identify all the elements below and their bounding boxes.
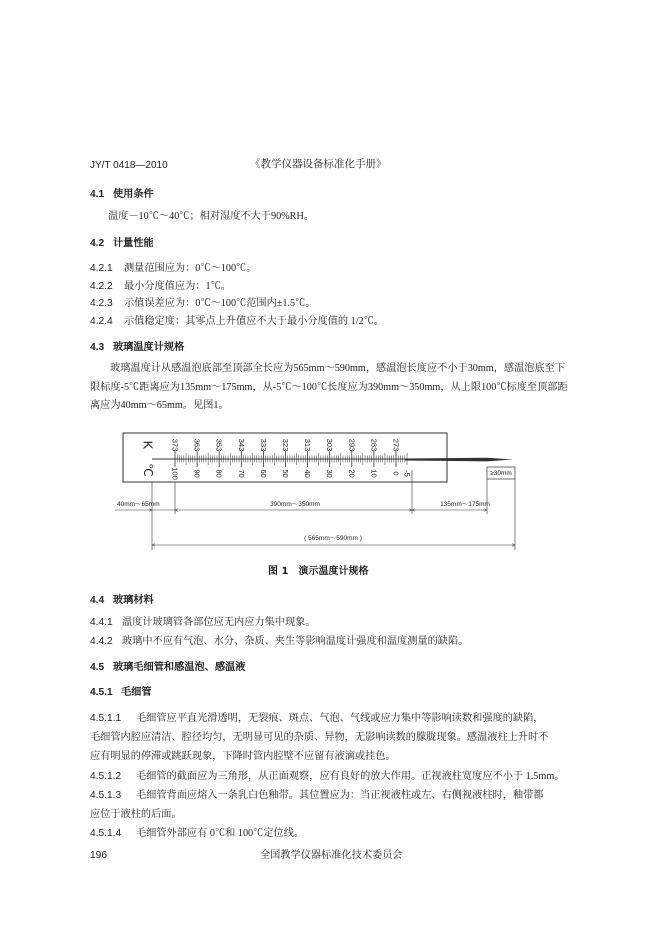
dim-label-total: ( 565mm～590mm )	[304, 535, 362, 542]
clause-number: 4.5.1.3	[90, 790, 122, 801]
kelvin-scale-label: 343	[236, 438, 246, 452]
kelvin-scale-label: 293	[347, 438, 357, 452]
section-number: 4.5.1	[90, 687, 113, 698]
page-number: 196	[90, 850, 107, 861]
kelvin-scale-label: 333	[258, 438, 268, 452]
figure-caption	[268, 566, 368, 578]
clause-4-4-1	[90, 617, 316, 629]
clause-text: 毛细管的截面应为三角形，从正面观察，应有良好的放大作用。正视液柱宽度应不小于 1.5mm。	[136, 771, 565, 782]
subsection-heading-4-5-1	[90, 687, 152, 699]
clause-continuation: 毛细管内腔应清洁、腔径均匀，无明显可见的杂质、异物，无影响读数的朦胧现象。感温液柱上升时不	[90, 732, 549, 743]
clause-number: 4.2.4	[90, 316, 113, 327]
section-number: 4.1	[90, 189, 105, 200]
celsius-scale-label: 0	[391, 471, 401, 476]
clause-number: 4.4.1	[90, 617, 113, 628]
clause-text: 示值稳定度：其零点上升值应不大于最小分度值的 1/2℃。	[124, 316, 385, 327]
clause-text: 测量范围应为：0℃～100℃。	[124, 263, 257, 274]
clause-4-2-4	[90, 316, 384, 328]
clause-number: 4.5.1.1	[90, 713, 122, 724]
clause-text: 温度计玻璃管各部位应无内应力集中现象。	[122, 617, 316, 628]
clause-number: 4.5.1.4	[90, 828, 122, 839]
kelvin-scale-label: 273	[391, 438, 401, 452]
bulb-length-label: ≥30mm	[490, 470, 512, 477]
celsius-scale-label: 80	[214, 469, 224, 478]
section-heading-4-3	[90, 342, 184, 354]
section-title: 玻璃材料	[113, 595, 154, 606]
clause-continuation: 应有明显的停滞或跳跃现象，下降时管内腔壁不应留有液滴或挂色。	[90, 751, 396, 762]
celsius-scale-label: 30	[325, 469, 335, 478]
kelvin-scale-label: 373	[170, 438, 180, 452]
section-heading-4-2	[90, 238, 154, 250]
figure-title: 演示温度计规格	[298, 566, 369, 577]
section-number: 4.4	[90, 595, 105, 606]
dim-label-scale: 390mm～350mm	[270, 501, 320, 508]
celsius-scale	[171, 467, 412, 480]
kelvin-scale-label: 283	[369, 438, 379, 452]
clause-4-4-2	[90, 636, 468, 648]
section-number: 4.5	[90, 662, 105, 673]
clause-text: 毛细管外部应有 0℃和 100℃定位线。	[136, 828, 305, 839]
figure-number: 图 1	[268, 566, 289, 577]
celsius-scale-label: -5	[402, 470, 412, 477]
celsius-scale-label: 70	[236, 469, 246, 478]
clause-4-5-1-4	[90, 828, 304, 840]
section-title: 玻璃温度计规格	[113, 342, 185, 353]
celsius-unit: ℃	[141, 463, 155, 477]
celsius-scale-label: 20	[347, 469, 357, 478]
kelvin-scale-label: 363	[192, 438, 202, 452]
kelvin-scale-label: 323	[281, 438, 290, 452]
kelvin-scale-label: 313	[303, 438, 313, 452]
dim-label-bottom: 135mm～175mm	[440, 501, 490, 508]
clause-continuation: 应位于液柱的后面。	[90, 809, 182, 820]
clause-number: 4.4.2	[90, 636, 113, 647]
dim-label-top: 40mm～65mm	[117, 501, 160, 508]
celsius-scale-label: 10	[369, 469, 379, 478]
clause-text: 最小分度值应为：1℃。	[124, 281, 231, 292]
clause-number: 4.5.1.2	[90, 771, 122, 782]
clause-4-5-1-2	[90, 771, 564, 783]
section-heading-4-1	[90, 189, 154, 201]
section-title: 计量性能	[113, 238, 154, 249]
section-body-4-1: 温度－10℃～40℃；相对湿度不大于90%RH。	[108, 211, 315, 222]
celsius-scale-label: 100	[170, 467, 180, 480]
section-number: 4.2	[90, 238, 105, 249]
section-number: 4.3	[90, 342, 105, 353]
clause-text: 示值误差应为：0℃～100℃范围内±1.5℃。	[124, 298, 316, 309]
paragraph-line: 离应为40mm～65mm。见图1。	[90, 400, 229, 411]
section-title: 玻璃毛细管和感温泡、感温液	[113, 662, 246, 673]
footer-organization: 全国教学仪器标准化技术委员会	[260, 850, 403, 861]
clause-4-2-2	[90, 281, 231, 293]
kelvin-scale-label: 303	[325, 438, 335, 452]
thermometer-figure	[0, 425, 666, 555]
clause-text: 玻璃中不应有气泡、水分、杂质、夹生等影响温度计强度和温度测量的缺陷。	[122, 636, 469, 647]
clause-4-5-1-3	[90, 790, 544, 802]
celsius-scale-label: 50	[281, 469, 290, 478]
celsius-scale-label: 90	[192, 469, 202, 478]
book-title: 《教学仪器设备标准化手册》	[250, 159, 387, 170]
paragraph-line: 限标度-5℃距离应为135mm～175mm，从-5℃～100℃长度应为390mm～350mm，从上限100℃标度至顶部距	[90, 382, 568, 393]
kelvin-scale-label: 353	[214, 438, 224, 452]
celsius-scale-label: 60	[258, 469, 268, 478]
clause-number: 4.2.2	[90, 281, 113, 292]
celsius-scale-label: 40	[303, 469, 313, 478]
kelvin-scale	[171, 439, 401, 452]
clause-4-5-1-1	[90, 713, 544, 725]
clause-4-2-3	[90, 298, 316, 310]
section-title: 毛细管	[121, 687, 152, 698]
kelvin-unit: K	[140, 440, 156, 450]
glass-tube	[405, 458, 513, 462]
doc-code: JY/T 0418—2010	[90, 160, 168, 171]
section-heading-4-5	[90, 662, 245, 674]
clause-text: 毛细管背面应熔入一条乳白色釉带。其位置应为：当正视液柱或左、右侧视液柱时，釉带都	[136, 790, 544, 801]
clause-number: 4.2.3	[90, 298, 113, 309]
paragraph-line: 玻璃温度计从感温泡底部至顶部全长应为565mm～590mm，感温泡长度应不小于30mm，感温泡底至下	[110, 363, 566, 374]
clause-number: 4.2.1	[90, 263, 113, 274]
section-title: 使用条件	[113, 189, 154, 200]
section-heading-4-4	[90, 595, 154, 607]
clause-text: 毛细管应平直光滑透明，无裂痕、斑点、气泡、气线或应力集中等影响读数和强度的缺陷，	[136, 713, 544, 724]
clause-4-2-1	[90, 263, 256, 275]
